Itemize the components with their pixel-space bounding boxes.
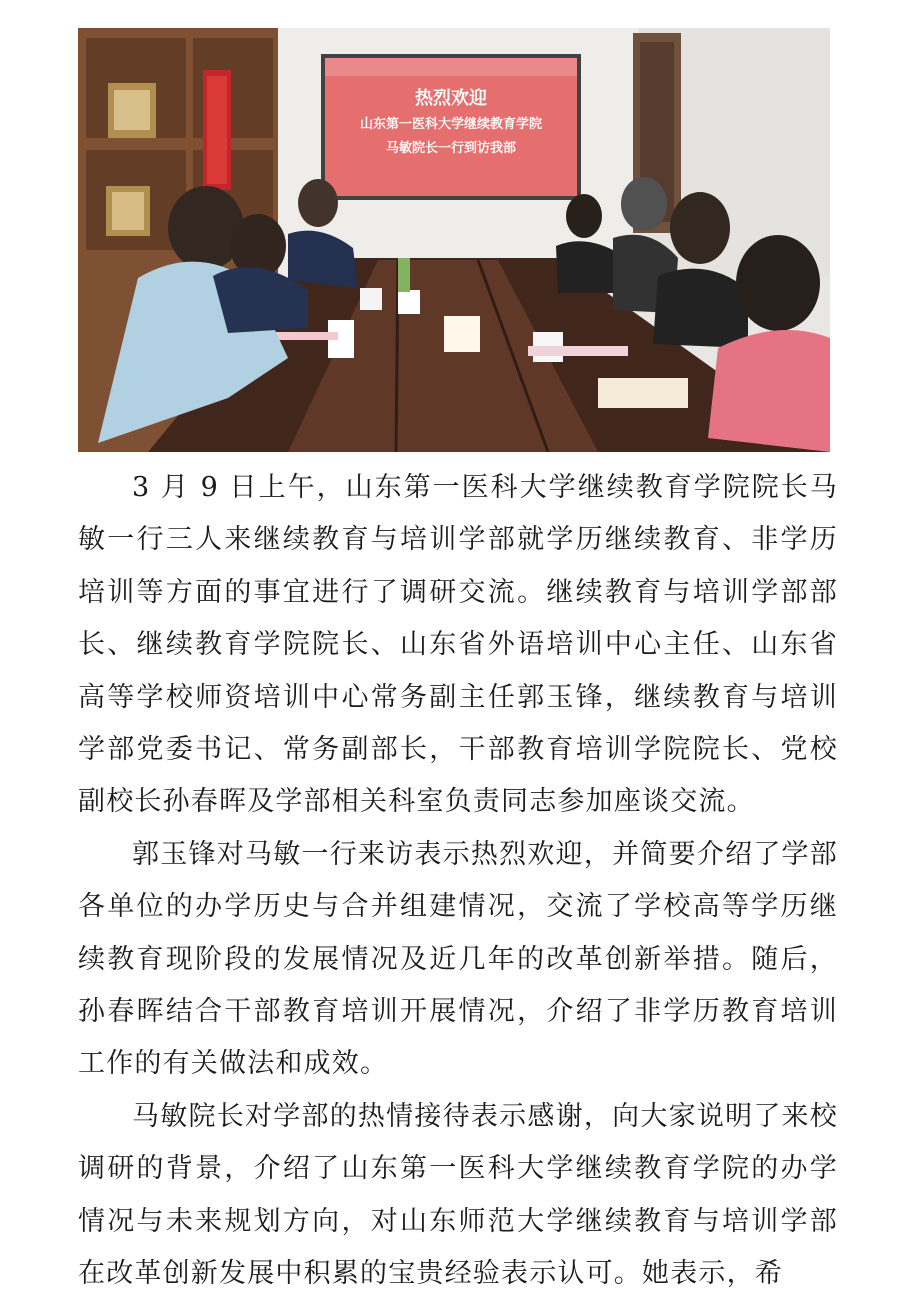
banner-line-2: 马敏院长一行到访我部 [385, 141, 517, 156]
banner-line-1: 山东第一医科大学继续教育学院 [359, 117, 543, 132]
banner-title: 热烈欢迎 [415, 88, 487, 109]
paragraph-2: 郭玉锋对马敏一行来访表示热烈欢迎，并简要介绍了学部各单位的办学历史与合并组建情况，交流了学校高等学历继续教育现阶段的发展情况及近几年的改革创新举措。随后，孙春晖结合干部教育培训开展情况，介绍了非学历教育培训工作的有关做法和成效。 [78, 838, 838, 1080]
meeting-photo [78, 28, 830, 452]
paragraph-3: 马敏院长对学部的热情接待表示感谢，向大家说明了来校调研的背景，介绍了山东第一医科大学继续教育学院的办学情况与未来规划方向，对山东师范大学继续教育与培训学部在改革创新发展中积累的宝贵经验表示认可。她表示，希 [78, 1100, 838, 1290]
paragraph-1: 3 月 9 日上午，山东第一医科大学继续教育学院院长马敏一行三人来继续教育与培训学部就学历继续教育、非学历培训等方面的事宜进行了调研交流。继续教育与培训学部部长、继续教育学院院长、山东省外语培训中心主任、山东省高等学校师资培训中心常务副主任郭玉锋，继续教育与培训学部党委书记、常务副部长，干部教育培训学院院长、党校副校长孙春晖及学部相关科室负责同志参加座谈交流。 [78, 472, 838, 818]
article-body [78, 462, 838, 1301]
